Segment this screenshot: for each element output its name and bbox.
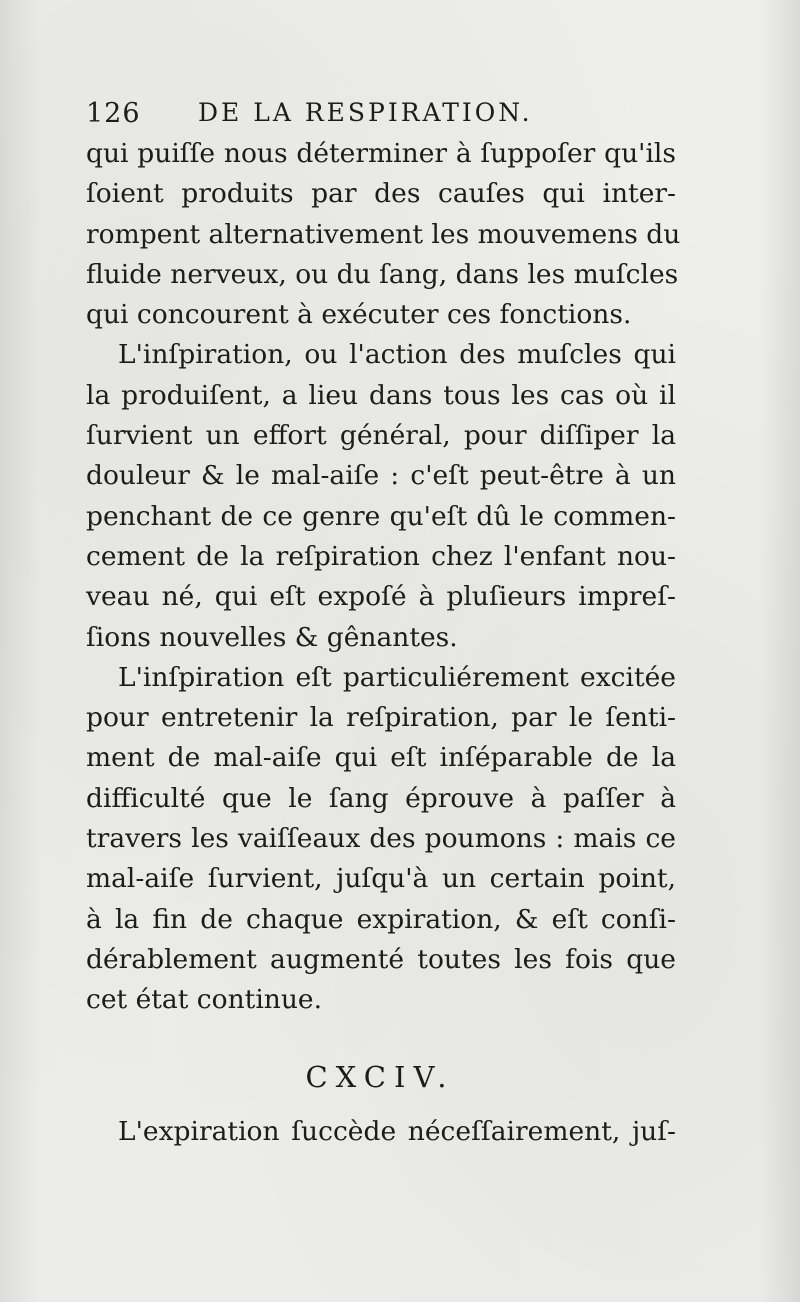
text-line: veau né, qui eſt expoſé à pluſieurs impreſ- bbox=[86, 581, 676, 613]
paragraph-1 bbox=[86, 134, 681, 335]
text-line: cement de la reſpiration chez l'enfant nou- bbox=[86, 540, 676, 572]
text-line: pour entretenir la reſpiration, par le ſenti- bbox=[86, 702, 676, 734]
text-line: travers les vaiſſeaux des poumons : mais ce bbox=[86, 823, 676, 855]
text-line: L'expiration ſuccède néceſſairement, juſ- bbox=[118, 1116, 676, 1147]
text-line: qui concourent à exécuter ces fonctions. bbox=[86, 299, 632, 331]
text-line: L'inſpiration, ou l'action des muſcles qui bbox=[118, 339, 676, 371]
text-line: ſurvient un effort général, pour diſſiper la bbox=[86, 420, 676, 452]
text-line: ſions nouvelles & gênantes. bbox=[86, 621, 458, 653]
text-line: douleur & le mal-aiſe : c'eſt peut-être à un bbox=[86, 460, 676, 492]
paragraph-2 bbox=[86, 335, 676, 657]
text-line: la produiſent, a lieu dans tous les cas où il bbox=[86, 379, 676, 411]
text-line: mal-aiſe ſurvient, juſqu'à un certain point, bbox=[86, 863, 676, 895]
body-text bbox=[86, 134, 681, 1021]
page-header bbox=[86, 98, 686, 138]
text-line: qui puiſſe nous déterminer à ſuppoſer qu'ils bbox=[86, 138, 676, 169]
text-line: L'inſpiration eſt particuliérement excitée bbox=[118, 661, 676, 693]
page-number: 126 bbox=[86, 98, 141, 129]
section-heading: CXCIV. bbox=[305, 1060, 455, 1094]
text-line: fluide nerveux, ou du ſang, dans les muſcles bbox=[86, 258, 679, 290]
paragraph-3 bbox=[86, 658, 676, 1021]
text-line: penchant de ce genre qu'eſt dû le commen- bbox=[86, 500, 676, 532]
text-line: ment de mal-aiſe qui eſt inſéparable de la bbox=[86, 742, 676, 774]
text-line: rompent alternativement les mouvemens du bbox=[86, 218, 681, 250]
next-paragraph-start bbox=[86, 1112, 676, 1152]
text-line: ſoient produits par des cauſes qui inter- bbox=[86, 178, 676, 210]
text-line: cet état continue. bbox=[86, 984, 323, 1016]
text-line: difficulté que le ſang éprouve à paſſer à bbox=[86, 782, 676, 814]
running-title: DE LA RESPIRATION. bbox=[198, 98, 533, 127]
text-line: dérablement augmenté toutes les fois que bbox=[86, 943, 676, 975]
text-line: à la fin de chaque expiration, & eſt conſi- bbox=[86, 903, 676, 935]
